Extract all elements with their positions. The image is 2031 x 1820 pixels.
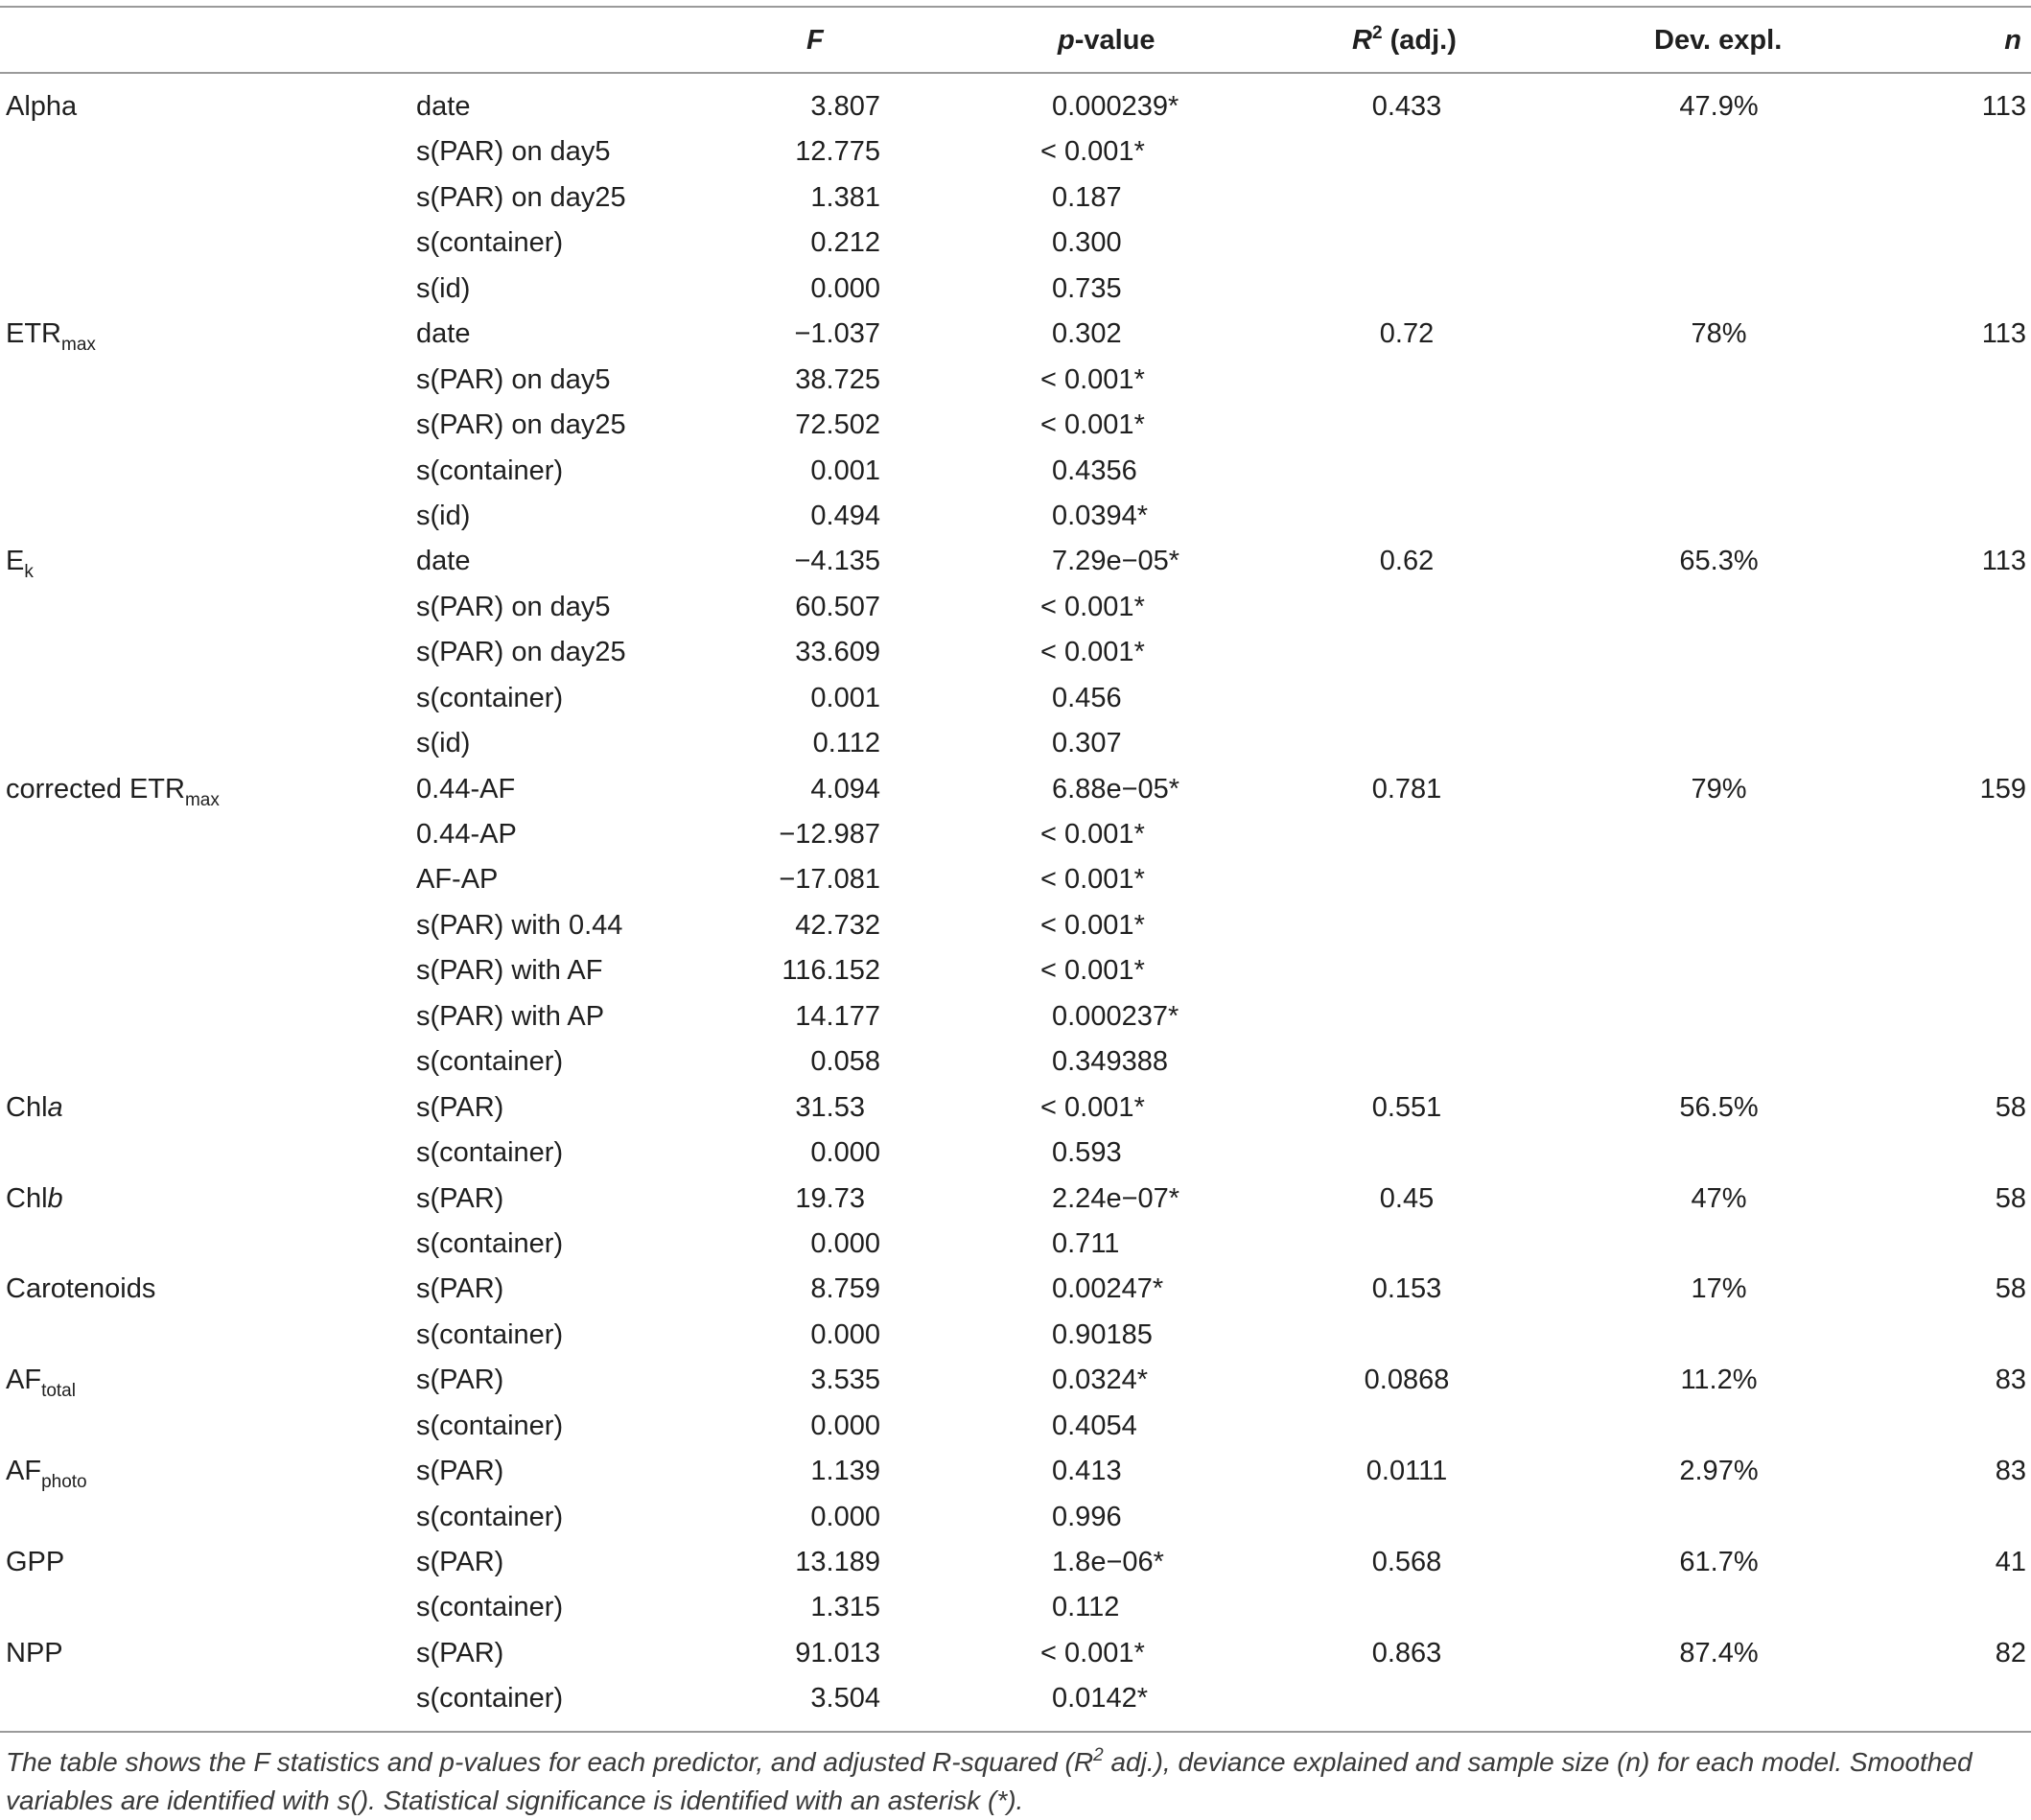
r2-cell: 0.568 — [1371, 1547, 1442, 1577]
f-statistic-cell: −4.135 — [794, 546, 880, 577]
predictor-cell: 0.44-AP — [416, 819, 517, 850]
predictor-cell: s(PAR) — [416, 1365, 504, 1396]
p-value-cell: 0.00247* — [1052, 1273, 1164, 1305]
table-row — [0, 1131, 2031, 1176]
table-row — [0, 1222, 2031, 1267]
predictor-cell: s(id) — [416, 272, 471, 304]
f-statistic-cell: 0.001 — [810, 455, 880, 486]
p-value-cell: < 0.001* — [1040, 409, 1145, 441]
table-row — [0, 403, 2031, 448]
table-row — [0, 1540, 2031, 1585]
predictor-cell: s(container) — [416, 1137, 564, 1169]
response-variable: $AF_{total}$ — [6, 1365, 76, 1402]
sample-size-cell: 58 — [1995, 1273, 2026, 1305]
p-value-cell: 0.307 — [1052, 728, 1122, 759]
predictor-cell: s(PAR) — [416, 1091, 504, 1123]
deviance-explained-cell: 47.9% — [1679, 91, 1759, 122]
response-variable: $AF_{photo}$ — [6, 1456, 87, 1493]
deviance-explained-cell: 79% — [1691, 773, 1747, 805]
predictor-cell: s(container) — [416, 1592, 564, 1623]
p-value-cell: 0.302 — [1052, 318, 1122, 350]
sample-size-cell: 58 — [1995, 1091, 2026, 1123]
f-statistic-cell: 8.759 — [810, 1273, 880, 1305]
r2-cell: 0.433 — [1371, 91, 1442, 122]
p-value-cell: 0.000237* — [1052, 1000, 1179, 1032]
p-value-cell: 7.29e−05* — [1052, 546, 1180, 577]
predictor-cell: s(PAR) — [416, 1547, 504, 1577]
sample-size-cell: 82 — [1995, 1637, 2026, 1668]
table-row — [0, 903, 2031, 948]
predictor-cell: s(id) — [416, 728, 471, 759]
response-variable: Carotenoids — [6, 1273, 156, 1305]
f-statistic-cell: 3.535 — [810, 1365, 880, 1396]
response-variable: corrected $ETR_{max}$ — [6, 773, 220, 810]
table-row — [0, 175, 2031, 221]
header-rule — [0, 72, 2031, 74]
deviance-explained-cell: 87.4% — [1679, 1637, 1759, 1668]
p-value-cell: 2.24e−07* — [1052, 1182, 1180, 1214]
predictor-cell: s(container) — [416, 1410, 564, 1441]
response-variable: $E_k$ — [6, 546, 34, 583]
p-value-cell: 0.187 — [1052, 181, 1122, 213]
p-value-cell: 0.112 — [1052, 1592, 1120, 1623]
r2-cell: 0.153 — [1371, 1273, 1442, 1305]
predictor-cell: s(id) — [416, 500, 471, 531]
response-variable: Chla — [6, 1091, 63, 1123]
predictor-cell: 0.44-AF — [416, 773, 516, 805]
f-statistic-cell: 0.000 — [810, 1137, 880, 1169]
table-row — [0, 1313, 2031, 1358]
p-value-cell: < 0.001* — [1040, 637, 1145, 668]
predictor-cell: s(PAR) on day5 — [416, 591, 611, 622]
table-row — [0, 312, 2031, 357]
p-value-cell: 0.349388 — [1052, 1046, 1168, 1078]
header-n: n — [2004, 25, 2021, 56]
table-row — [0, 267, 2031, 312]
p-value-cell: 0.0394* — [1052, 500, 1148, 531]
p-value-cell: < 0.001* — [1040, 591, 1145, 622]
predictor-cell: s(PAR) with AP — [416, 1000, 605, 1032]
p-value-cell: 0.300 — [1052, 227, 1122, 259]
p-value-cell: < 0.001* — [1040, 1091, 1145, 1123]
table-row — [0, 585, 2031, 630]
table-row — [0, 1631, 2031, 1676]
p-value-cell: 0.90185 — [1052, 1318, 1153, 1350]
header-r2: $R^2$ (adj.) — [1352, 23, 1457, 56]
p-value-cell: < 0.001* — [1040, 955, 1145, 987]
predictor-cell: s(PAR) — [416, 1273, 504, 1305]
f-statistic-cell: 4.094 — [810, 773, 880, 805]
deviance-explained-cell: 11.2% — [1680, 1365, 1758, 1396]
sample-size-cell: 159 — [1979, 773, 2026, 805]
table-row — [0, 767, 2031, 812]
f-statistic-cell: 33.609 — [795, 637, 880, 668]
sample-size-cell: 58 — [1995, 1182, 2026, 1214]
table-row — [0, 1495, 2031, 1540]
p-value-cell: 0.711 — [1052, 1227, 1120, 1259]
response-variable: Alpha — [6, 91, 78, 122]
f-statistic-cell: 0.000 — [810, 1318, 880, 1350]
table-row — [0, 221, 2031, 266]
table-row — [0, 1449, 2031, 1494]
f-statistic-cell: −12.987 — [779, 819, 880, 850]
f-statistic-cell: 91.013 — [795, 1637, 880, 1668]
p-value-cell: 1.8e−06* — [1052, 1547, 1164, 1577]
p-value-cell: 0.4054 — [1052, 1410, 1137, 1441]
predictor-cell: s(PAR) — [416, 1637, 504, 1668]
f-statistic-cell: 0.112 — [812, 728, 880, 759]
table-row — [0, 994, 2031, 1039]
predictor-cell: s(container) — [416, 455, 564, 486]
p-value-cell: 0.0324* — [1052, 1365, 1148, 1396]
f-statistic-cell: 12.775 — [795, 136, 880, 168]
f-statistic-cell: 42.732 — [795, 909, 880, 941]
f-statistic-cell: 1.381 — [810, 181, 880, 213]
p-value-cell: < 0.001* — [1040, 819, 1145, 850]
predictor-cell: date — [416, 91, 471, 122]
r2-cell: 0.0111 — [1366, 1456, 1448, 1487]
p-value-cell: 0.413 — [1052, 1456, 1122, 1487]
table-footnote: The table shows the F statistics and p-values for each predictor, and adjusted R-squared ($R^2$ adj.), deviance explained and sample size (n) for each model. Smoothed variables are identified with s(). Statistical significance is identified with an asterisk (*). — [6, 1745, 1973, 1815]
table-row — [0, 812, 2031, 857]
deviance-explained-cell: 47% — [1691, 1182, 1747, 1214]
f-statistic-cell: 0.000 — [810, 1227, 880, 1259]
deviance-explained-cell: 17% — [1691, 1273, 1747, 1305]
f-statistic-cell: 116.152 — [782, 955, 880, 987]
p-value-cell: 0.4356 — [1052, 455, 1137, 486]
table-row — [0, 1085, 2031, 1131]
f-statistic-cell: 0.058 — [810, 1046, 880, 1078]
predictor-cell: s(PAR) — [416, 1182, 504, 1214]
deviance-explained-cell: 61.7% — [1679, 1547, 1759, 1577]
predictor-cell: s(container) — [416, 1501, 564, 1532]
table-row — [0, 1585, 2031, 1630]
predictor-cell: AF-AP — [416, 864, 499, 896]
f-statistic-cell: 1.139 — [810, 1456, 880, 1487]
sample-size-cell: 113 — [1981, 318, 2026, 350]
p-value-cell: 0.0142* — [1052, 1683, 1148, 1715]
f-statistic-cell: −17.081 — [779, 864, 880, 896]
f-statistic-cell: 0.000 — [810, 1410, 880, 1441]
f-statistic-cell: 72.502 — [795, 409, 880, 441]
deviance-explained-cell: 65.3% — [1679, 546, 1759, 577]
f-statistic-cell: 38.725 — [795, 363, 880, 395]
sample-size-cell: 83 — [1995, 1456, 2026, 1487]
f-statistic-cell: 0.212 — [810, 227, 880, 259]
response-variable: NPP — [6, 1637, 63, 1668]
predictor-cell: s(PAR) on day25 — [416, 637, 626, 668]
predictor-cell: s(PAR) on day25 — [416, 409, 626, 441]
table-row — [0, 449, 2031, 494]
predictor-cell: date — [416, 546, 471, 577]
predictor-cell: s(PAR) — [416, 1456, 504, 1487]
f-statistic-cell: 14.177 — [795, 1000, 880, 1032]
f-statistic-cell: 0.000 — [810, 1501, 880, 1532]
predictor-cell: date — [416, 318, 471, 350]
table-row — [0, 494, 2031, 539]
table-row — [0, 630, 2031, 675]
f-statistic-cell: 0.494 — [810, 500, 880, 531]
sample-size-cell: 113 — [1981, 546, 2026, 577]
table-row — [0, 721, 2031, 766]
f-statistic-cell: 13.189 — [795, 1547, 880, 1577]
predictor-cell: s(container) — [416, 1046, 564, 1078]
f-statistic-cell: 19.73 — [795, 1182, 865, 1214]
predictor-cell: s(PAR) on day5 — [416, 136, 611, 168]
deviance-explained-cell: 2.97% — [1679, 1456, 1759, 1487]
p-value-cell: 0.996 — [1052, 1501, 1122, 1532]
r2-cell: 0.45 — [1379, 1182, 1435, 1214]
f-statistic-cell: 1.315 — [810, 1592, 880, 1623]
response-variable: Chlb — [6, 1182, 63, 1214]
f-statistic-cell: 3.504 — [810, 1683, 880, 1715]
table-row — [0, 1267, 2031, 1312]
p-value-cell: 0.000239* — [1052, 91, 1179, 122]
table-row — [0, 1676, 2031, 1721]
f-statistic-cell: 0.001 — [810, 682, 880, 713]
table-row — [0, 539, 2031, 584]
p-value-cell: < 0.001* — [1040, 864, 1145, 896]
deviance-explained-cell: 78% — [1691, 318, 1747, 350]
response-variable: $ETR_{max}$ — [6, 318, 96, 356]
header-f: F — [806, 25, 824, 56]
header-p-value: p-value — [1058, 25, 1156, 56]
table-row — [0, 948, 2031, 993]
p-value-cell: 6.88e−05* — [1052, 773, 1180, 805]
r2-cell: 0.72 — [1379, 318, 1435, 350]
f-statistic-cell: 0.000 — [810, 272, 880, 304]
p-value-cell: < 0.001* — [1040, 136, 1145, 168]
sample-size-cell: 83 — [1995, 1365, 2026, 1396]
r2-cell: 0.62 — [1379, 546, 1435, 577]
table-row — [0, 1039, 2031, 1085]
deviance-explained-cell: 56.5% — [1679, 1091, 1759, 1123]
r2-cell: 0.781 — [1371, 773, 1442, 805]
f-statistic-cell: 60.507 — [795, 591, 880, 622]
table-row — [0, 1177, 2031, 1222]
p-value-cell: < 0.001* — [1040, 363, 1145, 395]
header-dev-expl: Dev. expl. — [1654, 25, 1783, 56]
predictor-cell: s(container) — [416, 1227, 564, 1259]
table-row — [0, 857, 2031, 902]
predictor-cell: s(PAR) with 0.44 — [416, 909, 623, 941]
r2-cell: 0.551 — [1371, 1091, 1442, 1123]
p-value-cell: < 0.001* — [1040, 1637, 1145, 1668]
response-variable: GPP — [6, 1547, 65, 1577]
p-value-cell: 0.735 — [1052, 272, 1122, 304]
table-row — [0, 1358, 2031, 1403]
f-statistic-cell: −1.037 — [794, 318, 880, 350]
table-row — [0, 676, 2031, 721]
predictor-cell: s(PAR) on day5 — [416, 363, 611, 395]
p-value-cell: 0.456 — [1052, 682, 1122, 713]
predictor-cell: s(container) — [416, 682, 564, 713]
p-value-cell: < 0.001* — [1040, 909, 1145, 941]
table-body — [0, 84, 2031, 1722]
table-row — [0, 84, 2031, 129]
r2-cell: 0.863 — [1371, 1637, 1442, 1668]
predictor-cell: s(PAR) with AF — [416, 955, 603, 987]
predictor-cell: s(PAR) on day25 — [416, 181, 626, 213]
table-row — [0, 358, 2031, 403]
top-rule — [0, 6, 2031, 8]
table-row — [0, 129, 2031, 175]
table-row — [0, 1404, 2031, 1449]
f-statistic-cell: 31.53 — [795, 1091, 865, 1123]
bottom-rule — [0, 1731, 2031, 1733]
sample-size-cell: 41 — [1995, 1547, 2026, 1577]
p-value-cell: 0.593 — [1052, 1137, 1122, 1169]
predictor-cell: s(container) — [416, 1318, 564, 1350]
sample-size-cell: 113 — [1981, 91, 2026, 122]
f-statistic-cell: 3.807 — [810, 91, 880, 122]
predictor-cell: s(container) — [416, 1683, 564, 1715]
predictor-cell: s(container) — [416, 227, 564, 259]
r2-cell: 0.0868 — [1364, 1365, 1450, 1396]
